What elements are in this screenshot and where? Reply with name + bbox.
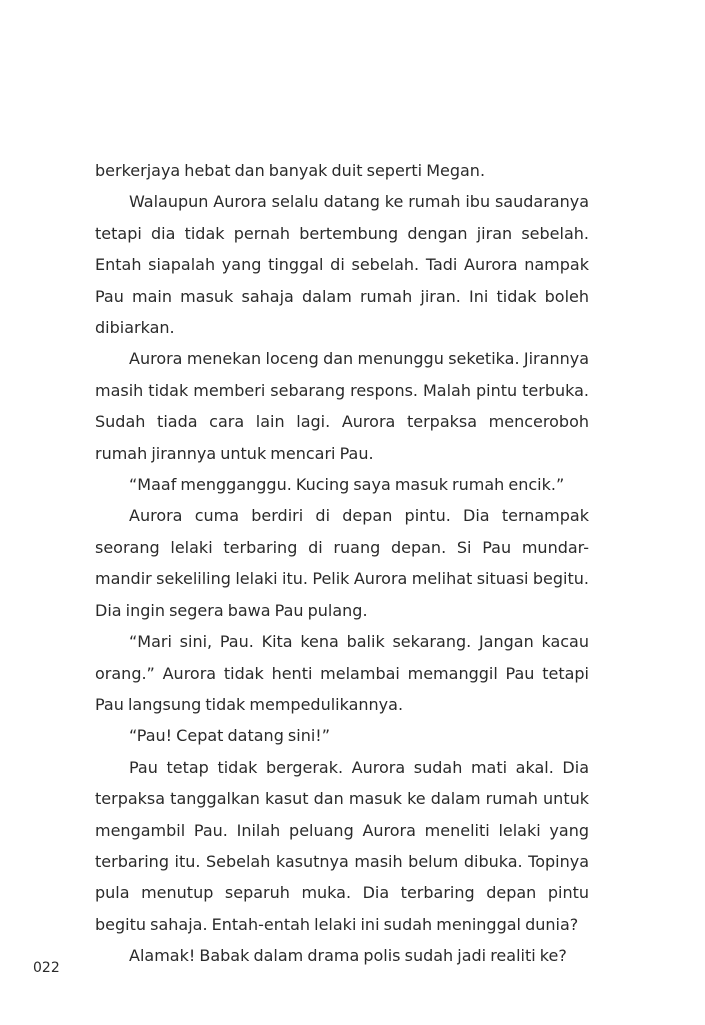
- paragraph-4: “Maaf mengganggu. Kucing saya masuk rumah encik.”: [129, 475, 565, 495]
- paragraph-1: berkerjaya hebat dan banyak duit seperti Megan.: [95, 161, 486, 180]
- page-number: 022: [33, 960, 60, 976]
- paragraph-7: “Pau! Cepat datang sini!”: [129, 726, 330, 746]
- paragraph-9: Alamak! Babak dalam drama polis sudah jadi realiti ke?: [129, 946, 567, 966]
- paragraph-5: Aurora cuma berdiri di depan pintu. Dia ternampak seorang lelaki terbaring di ruang depan. Si Pau mundar-mandir sekeliling lelaki itu. Pelik Aurora melihat situasi begitu. Dia ingin segera bawa Pau pulang.: [95, 506, 589, 620]
- paragraph-8: Pau tetap tidak bergerak. Aurora sudah mati akal. Dia terpaksa tanggalkan kasut dan masuk ke dalam rumah untuk mengambil Pau. Inilah peluang Aurora meneliti lelaki yang terbaring itu. Sebelah kasutnya masih belum dibuka. Topinya pula menutup separuh muka. Dia terbaring depan pintu begitu sahaja. Entah-entah lelaki ini sudah meninggal dunia?: [95, 757, 589, 934]
- paragraph-2: Walaupun Aurora selalu datang ke rumah ibu saudaranya tetapi dia tidak pernah bertembung dengan jiran sebelah. Entah siapalah yang tinggal di sebelah. Tadi Aurora nampak Pau main masuk sahaja dalam rumah jiran. Ini tidak boleh dibiarkan.: [95, 192, 589, 338]
- paragraph-6: “Mari sini, Pau. Kita kena balik sekarang. Jangan kacau orang.” Aurora tidak henti melambai memanggil Pau tetapi Pau langsung tidak mempedulikannya.: [95, 632, 589, 714]
- paragraph-3: Aurora menekan loceng dan menunggu seketika. Jirannya masih tidak memberi sebarang respons. Malah pintu terbuka. Sudah tiada cara lain lagi. Aurora terpaksa menceroboh rumah jirannya untuk mencari Pau.: [95, 349, 589, 463]
- body-text: [95, 155, 589, 972]
